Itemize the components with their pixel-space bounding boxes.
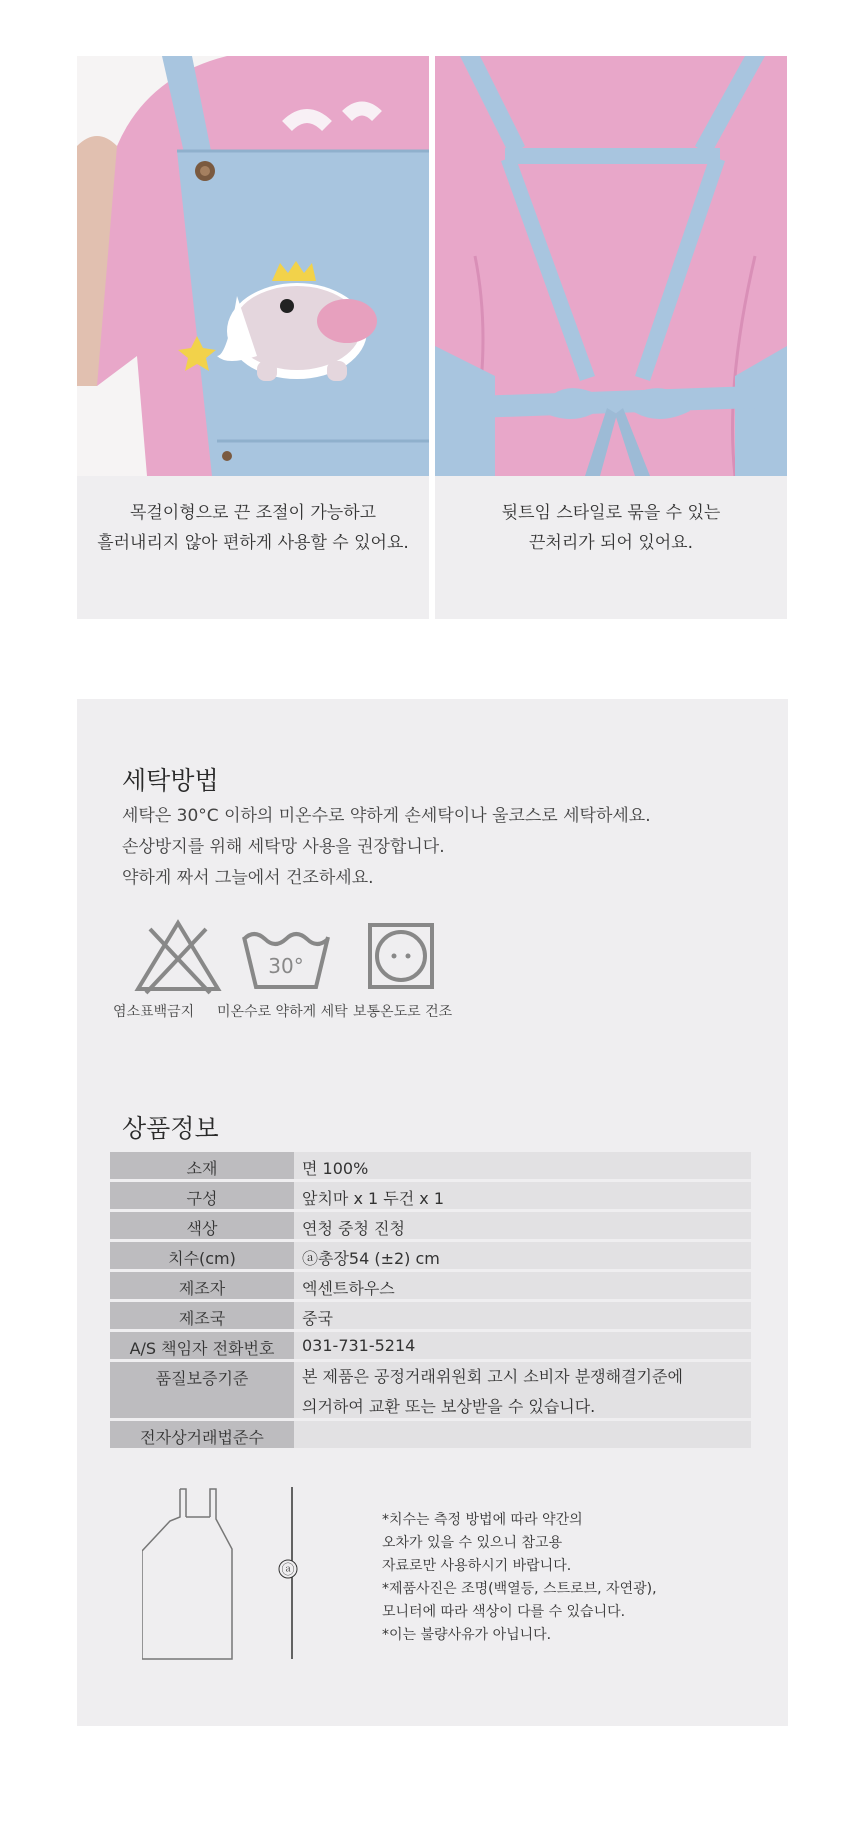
front-caption-line: 흘러내리지 않아 편하게 사용할 수 있어요. (97, 533, 409, 553)
value-line: 앞치마 x 1 두건 x 1 (302, 1189, 445, 1208)
row-value (294, 1421, 751, 1448)
note-line: 자료로만 사용하시기 바랍니다. (382, 1558, 572, 1574)
wash-line: 약하게 짜서 그늘에서 건조하세요. (122, 868, 374, 888)
row-key: 품질보증기준 (110, 1362, 294, 1418)
back-caption (435, 476, 787, 619)
product-info-title: 상품정보 (122, 1114, 219, 1143)
hand-wash-temp: 30° (268, 954, 304, 978)
wash-line: 세탁은 30°C 이하의 미온수로 약하게 손세탁이나 울코스로 세탁하세요. (122, 806, 651, 826)
value-line: ⓐ총장54 (±2) cm (302, 1249, 440, 1268)
row-key: 구성 (110, 1182, 294, 1209)
value-line: 031-731-5214 (302, 1336, 416, 1355)
front-caption (77, 476, 429, 619)
no-bleach-icon (132, 917, 224, 997)
note-line: 오차가 있을 수 있으니 참고용 (382, 1535, 563, 1551)
wash-line: 손상방지를 위해 세탁망 사용을 권장합니다. (122, 837, 445, 857)
table-row (110, 1302, 751, 1332)
hand-wash-30-icon (240, 917, 332, 997)
row-value (294, 1302, 751, 1329)
no-bleach-label: 염소표백금지 (113, 1004, 195, 1020)
row-key: 색상 (110, 1212, 294, 1239)
row-value (294, 1182, 751, 1209)
table-row (110, 1272, 751, 1302)
note-line: 모니터에 따라 색상이 다를 수 있습니다. (382, 1604, 626, 1620)
front-caption-line: 목걸이형으로 끈 조절이 가능하고 (129, 503, 377, 523)
note-line: *이는 불량사유가 아닙니다. (382, 1627, 552, 1643)
row-key: A/S 책임자 전화번호 (110, 1332, 294, 1359)
back-caption-line: 뒷트임 스타일로 묶을 수 있는 (501, 503, 721, 523)
table-row (110, 1242, 751, 1272)
row-key: 제조국 (110, 1302, 294, 1329)
front-photo-panel (77, 56, 429, 619)
table-row (110, 1212, 751, 1242)
note-line: *치수는 측정 방법에 따라 약간의 (382, 1512, 583, 1528)
wash-instructions (122, 801, 651, 894)
row-key: 치수(cm) (110, 1242, 294, 1269)
tumble-dry-label: 보통온도로 건조 (353, 1004, 453, 1020)
row-value (294, 1332, 751, 1359)
row-value (294, 1152, 751, 1179)
table-row (110, 1362, 751, 1421)
row-value (294, 1362, 751, 1418)
measure-marker: ⓐ (281, 1563, 295, 1578)
apron-front-photo (77, 56, 429, 476)
value-line: 엑센트하우스 (302, 1279, 395, 1298)
product-info-table (110, 1152, 751, 1451)
table-row (110, 1152, 751, 1182)
row-key: 전자상거래법준수 (110, 1421, 294, 1448)
row-key: 제조자 (110, 1272, 294, 1299)
size-notes (382, 1509, 657, 1647)
hand-wash-label: 미온수로 약하게 세탁 (217, 1004, 348, 1020)
row-value (294, 1212, 751, 1239)
back-photo-panel (435, 56, 787, 619)
table-row (110, 1182, 751, 1212)
tumble-dry-medium-icon (360, 917, 440, 997)
table-row (110, 1332, 751, 1362)
note-line: *제품사진은 조명(백열등, 스트로브, 자연광), (382, 1581, 657, 1597)
row-value (294, 1242, 751, 1269)
row-key: 소재 (110, 1152, 294, 1179)
apron-back-photo (435, 56, 787, 476)
back-caption-line: 끈처리가 되어 있어요. (528, 533, 693, 553)
value-line: 의거하여 교환 또는 보상받을 수 있습니다. (302, 1397, 596, 1416)
apron-size-diagram (142, 1479, 342, 1669)
row-value (294, 1272, 751, 1299)
value-line: 면 100% (302, 1159, 369, 1178)
value-line: 본 제품은 공정거래위원회 고시 소비자 분쟁해결기준에 (302, 1367, 683, 1386)
value-line: 연청 중청 진청 (302, 1219, 405, 1238)
wash-title: 세탁방법 (122, 766, 219, 795)
table-row (110, 1421, 751, 1451)
value-line: 중국 (302, 1309, 333, 1328)
care-info-section (77, 699, 788, 1726)
